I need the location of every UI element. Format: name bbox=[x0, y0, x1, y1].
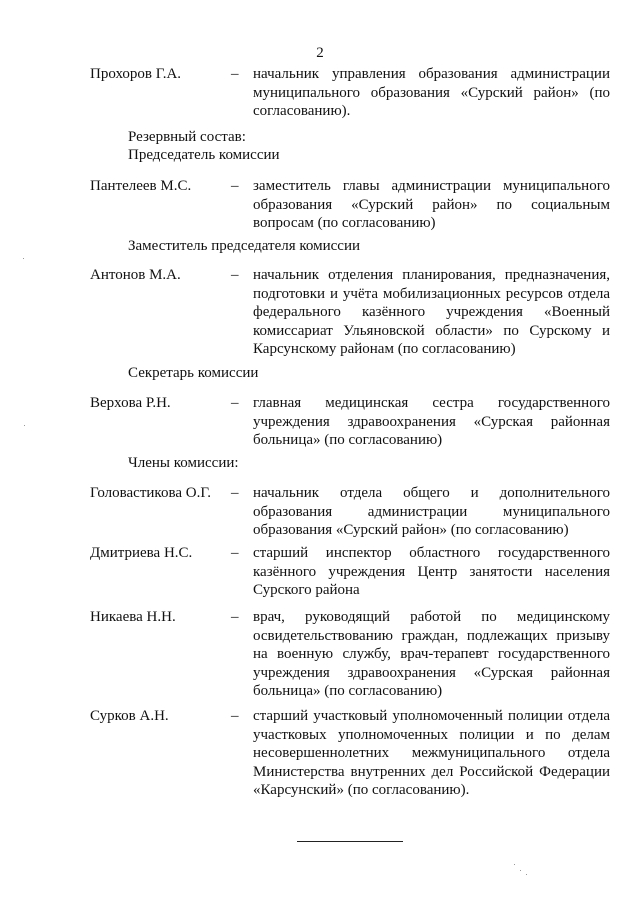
page-number: 2 bbox=[316, 45, 324, 61]
person-name: Прохоров Г.А. bbox=[90, 66, 182, 82]
scan-speck bbox=[24, 425, 25, 426]
person-role: начальник управления образования администрации муниципального образования «Сурский район» (по согласованию). bbox=[253, 66, 610, 119]
dash: – bbox=[231, 609, 239, 625]
chairman-heading: Председатель комиссии bbox=[128, 147, 280, 163]
closing-rule bbox=[297, 841, 403, 842]
scan-speck bbox=[23, 258, 24, 259]
person-name: Никаева Н.Н. bbox=[90, 609, 176, 625]
person-role: заместитель главы администрации муниципального образования «Сурский район» по социальным вопросам (по согласованию) bbox=[253, 178, 610, 231]
person-role: врач, руководящий работой по медицинскому освидетельствованию граждан, подлежащих призыву на военную службу, врач-терапевт государственного учреждения здравоохранения «Сурская районная больница» (по согласованию) bbox=[253, 609, 610, 699]
person-name: Антонов М.А. bbox=[90, 267, 181, 283]
dash: – bbox=[231, 485, 239, 501]
scan-speck bbox=[526, 874, 527, 875]
person-name: Головастикова О.Г. bbox=[90, 485, 212, 501]
members-heading: Члены комиссии: bbox=[128, 455, 239, 471]
dash: – bbox=[231, 395, 239, 411]
dash: – bbox=[231, 267, 239, 283]
person-role: старший участковый уполномоченный полиции отдела участковых уполномоченных полиции и по делам несовершеннолетних межмуниципального отдела Министерства внутренних дел Российской Федерации «Карсунский» (по согласованию). bbox=[253, 708, 610, 798]
secretary-heading: Секретарь комиссии bbox=[128, 365, 259, 381]
person-name: Дмитриева Н.С. bbox=[90, 545, 193, 561]
person-role: начальник отделения планирования, предназначения, подготовки и учёта мобилизационных ресурсов отдела федерального казённого учреждения «Военный комиссариат Ульяновской области» по Сурскому и Карсунскому районам (по согласованию) bbox=[253, 267, 610, 357]
dash: – bbox=[231, 708, 239, 724]
person-role: главная медицинская сестра государственного учреждения здравоохранения «Сурская районная больница» (по согласованию) bbox=[253, 395, 610, 448]
person-role: старший инспектор областного государственного казённого учреждения Центр занятости населения Сурского района bbox=[253, 545, 610, 598]
deputy-chairman-heading: Заместитель председателя комиссии bbox=[128, 238, 361, 254]
dash: – bbox=[231, 66, 239, 82]
person-name: Сурков А.Н. bbox=[90, 708, 169, 724]
person-name: Верхова Р.Н. bbox=[90, 395, 171, 411]
person-role: начальник отдела общего и дополнительного образования администрации муниципального образования «Сурский район» (по согласованию) bbox=[253, 485, 610, 538]
scan-speck bbox=[520, 870, 521, 871]
dash: – bbox=[231, 178, 239, 194]
reserve-heading: Резервный состав: bbox=[128, 129, 246, 145]
dash: – bbox=[231, 545, 239, 561]
scan-speck bbox=[514, 864, 515, 865]
person-name: Пантелеев М.С. bbox=[90, 178, 192, 194]
